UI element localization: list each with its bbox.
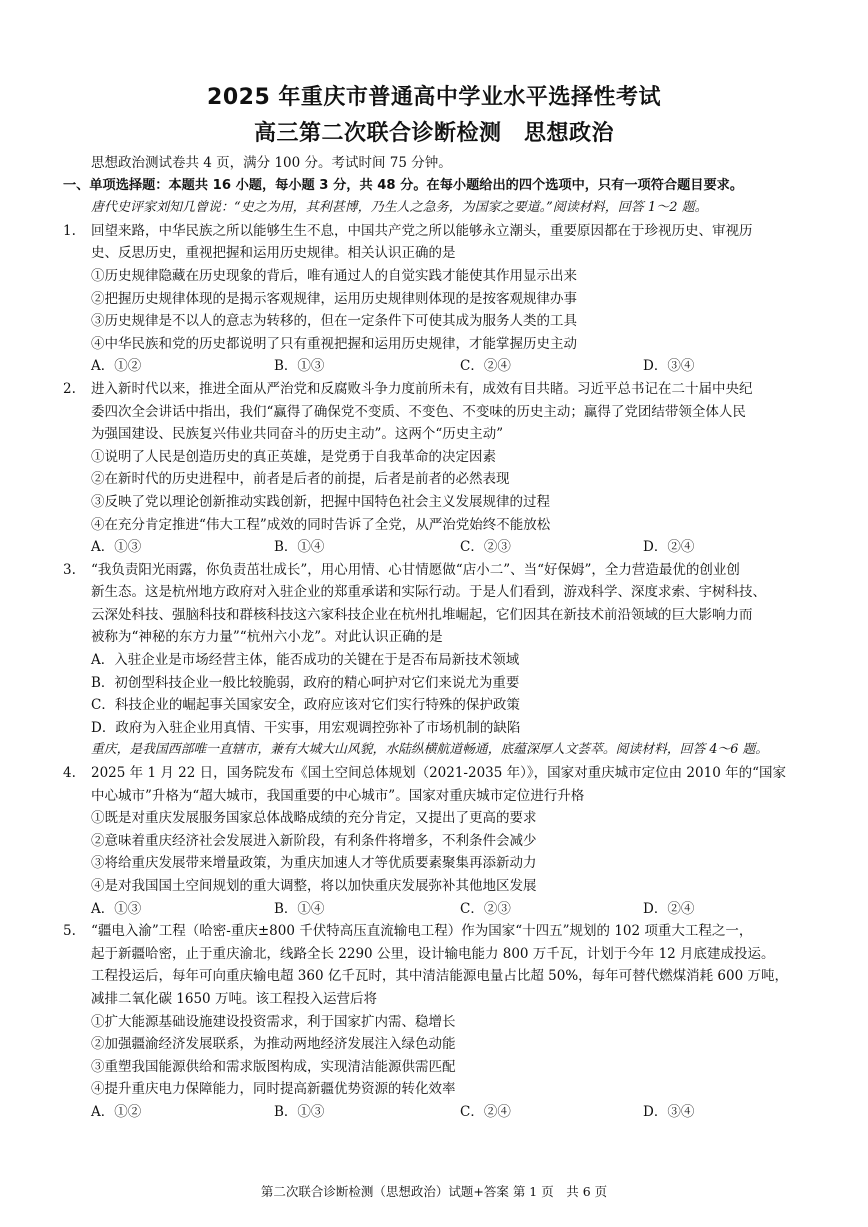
exam-title: 2025 年重庆市普通高中学业水平选择性考试 [207, 85, 661, 110]
question-stem-line [0, 920, 868, 943]
answer-choices [0, 1101, 868, 1124]
question-number: 1. [63, 222, 76, 239]
answer-choice: A．①③ [91, 900, 142, 917]
material-lead-2: 重庆，是我国西部唯一直辖市，兼有大城大山风貌，水陆纵横航道畅通，底蕴深厚人文荟萃。阅读材料，回答 4～6 题。 [91, 742, 769, 758]
question-stem-text: “我负责阳光雨露，你负责茁壮成长”，用心用情、心甘情愿做“店小二”、当“好保姆”，全力营造最优的创业创 [91, 561, 740, 578]
section-heading: 一、单项选择题：本题共 16 小题，每小题 3 分，共 48 分。在每小题给出的四个选项中，只有一项符合题目要求。 [63, 177, 744, 193]
question [0, 920, 868, 1123]
question-stem-line [0, 378, 868, 401]
statement-option: C．科技企业的崛起事关国家安全，政府应该对它们实行特殊的保护政策 [91, 697, 520, 714]
question-stem-line [0, 943, 868, 966]
answer-choice: A．①③ [91, 539, 142, 556]
statement-option: ④提升重庆电力保障能力，同时提高新疆优势资源的转化效率 [91, 1081, 456, 1098]
question-stem-text: 中心城市”升格为“超大城市，我国重要的中心城市”。国家对重庆城市定位进行升格 [91, 787, 585, 804]
statement-option: ②意味着重庆经济社会发展进入新阶段，有利条件将增多，不利条件会减少 [91, 832, 537, 849]
answer-choice: B．①④ [274, 900, 325, 917]
answer-choices [0, 355, 868, 378]
statement-option: ①既是对重庆发展服务国家总体战略成绩的充分肯定，又提出了更高的要求 [91, 810, 537, 827]
answer-choice: D．②④ [643, 900, 695, 917]
answer-choices [0, 898, 868, 921]
statement-option: ①扩大能源基础设施建设投资需求，利于国家扩内需、稳增长 [91, 1013, 456, 1030]
question-stem-text: 为强国建设、民族复兴伟业共同奋斗的历史主动”。这两个“历史主动” [91, 426, 504, 443]
question-stem-text: 起于新疆哈密，止于重庆渝北，线路全长 2290 公里，设计输电能力 800 万千瓦，计划于今年 12 月底建成投运。 [91, 945, 775, 962]
question-stem-text: 工程投运后，每年可向重庆输电超 360 亿千瓦时，其中清洁能源电量占比超 50%，每年可替代燃煤消耗 600 万吨， [91, 968, 788, 985]
statement-option: A．入驻企业是市场经营主体，能否成功的关键在于是否布局新技术领域 [91, 652, 520, 669]
question-stem-line [0, 559, 868, 582]
statement-option: ③重塑我国能源供给和需求版图构成，实现清洁能源供需匹配 [91, 1058, 456, 1075]
statement-option: B．初创型科技企业一般比较脆弱，政府的精心呵护对它们来说尤为重要 [91, 674, 520, 691]
exam-content [0, 152, 868, 1124]
statement-option: ①说明了人民是创造历史的真正英雄，是党勇于自我革命的决定因素 [91, 448, 496, 465]
statement-option: ④在充分肯定推进“伟大工程”成效的同时告诉了全党，从严治党始终不能放松 [91, 516, 551, 533]
question-stem-text: 进入新时代以来，推进全面从严治党和反腐败斗争力度前所未有，成效有目共睹。习近平总书记在二十届中央纪 [91, 380, 753, 397]
question-stem-text: 减排二氧化碳 1650 万吨。该工程投入运营后将 [91, 990, 377, 1007]
question-stem-line [0, 401, 868, 424]
question-stem-line [0, 965, 868, 988]
question-number: 4. [63, 765, 76, 782]
statement-option: D．政府为入驻企业用真情、干实事，用宏观调控弥补了市场机制的缺陷 [91, 719, 521, 736]
question-number: 3. [63, 561, 76, 578]
question-stem-text: “疆电入渝”工程（哈密-重庆±800 千伏特高压直流输电工程）作为国家“十四五”规划的 102 项重大工程之一， [91, 923, 753, 940]
question-group-1 [0, 220, 868, 740]
question-stem-text: 被称为“神秘的东方力量”“杭州六小龙”。对此认识正确的是 [91, 629, 443, 646]
statement-option: ②加强疆渝经济发展联系，为推动两地经济发展注入绿色动能 [91, 1036, 456, 1053]
question [0, 378, 868, 559]
answer-choice: B．①③ [274, 358, 325, 375]
material-lead: 唐代史评家刘知几曾说：“史之为用，其利甚博，乃生人之急务，为国家之要道。”阅读材料，回答 1～2 题。 [91, 200, 708, 216]
question-stem-line [0, 785, 868, 808]
question-group-2 [0, 762, 868, 1124]
answer-choice: B．①③ [274, 1103, 325, 1120]
question [0, 220, 868, 378]
statement-option: ②在新时代的历史进程中，前者是后者的前提，后者是前者的必然表现 [91, 471, 510, 488]
statement-option: ③反映了党以理论创新推动实践创新，把握中国特色社会主义发展规律的过程 [91, 493, 550, 510]
page-footer: 第二次联合诊断检测（思想政治）试题+答案 第 1 页 共 6 页 [260, 1184, 608, 1199]
question [0, 762, 868, 920]
statement-option: ④是对我国国土空间规划的重大调整，将以加快重庆发展弥补其他地区发展 [91, 878, 537, 894]
statement-option: ③将给重庆发展带来增量政策，为重庆加速人才等优质要素聚集再添新动力 [91, 855, 537, 872]
answer-choice: C．②③ [460, 900, 511, 917]
answer-choice: A．①② [91, 1103, 142, 1120]
answer-choice: D．③④ [643, 358, 695, 375]
answer-choices [0, 536, 868, 559]
answer-choice: A．①② [91, 358, 142, 375]
question-stem-text: 新生态。这是杭州地方政府对入驻企业的郑重承诺和实际行动。于是人们看到，游戏科学、深度求索、宇树科技、 [91, 584, 766, 601]
answer-choice: C．②③ [460, 539, 511, 556]
question-number: 5. [63, 923, 76, 940]
question-number: 2. [63, 380, 76, 397]
answer-choice: D．②④ [643, 539, 695, 556]
statement-option: ④中华民族和党的历史都说明了只有重视把握和运用历史规律，才能掌握历史主动 [91, 335, 577, 352]
question-stem-line [0, 423, 868, 446]
exam-subtitle: 高三第二次联合诊断检测 思想政治 [253, 121, 614, 146]
statement-option: ③历史规律是不以人的意志为转移的，但在一定条件下可使其成为服务人类的工具 [91, 313, 577, 330]
question-stem-line [0, 242, 868, 265]
question-stem-text: 回望来路，中华民族之所以能够生生不息，中国共产党之所以能够永立潮头，重要原因都在于珍视历史、审视历 [91, 222, 753, 239]
question-stem-line [0, 581, 868, 604]
question-stem-line [0, 988, 868, 1011]
question-stem-text: 史、反思历史，重视把握和运用历史规律。相关认识正确的是 [91, 245, 456, 262]
question-stem-text: 2025 年 1 月 22 日，国务院发布《国土空间总体规划（2021-2035 年）》，国家对重庆城市定位由 2010 年的“国家 [91, 765, 786, 782]
exam-info: 思想政治测试卷共 4 页，满分 100 分。考试时间 75 分钟。 [91, 155, 452, 171]
answer-choice: D．③④ [643, 1103, 695, 1120]
statement-option: ①历史规律隐藏在历史现象的背后，唯有通过人的自觉实践才能使其作用显示出来 [91, 267, 577, 284]
answer-choice: C．②④ [460, 358, 511, 375]
answer-choice: B．①④ [274, 539, 325, 556]
question-stem-line [0, 220, 868, 243]
question [0, 559, 868, 740]
answer-choice: C．②④ [460, 1103, 511, 1120]
question-stem-line [0, 626, 868, 649]
question-stem-text: 委四次全会讲话中指出，我们“赢得了确保党不变质、不变色、不变味的历史主动；赢得了党团结带领全体人民 [91, 403, 746, 420]
statement-option: ②把握历史规律体现的是揭示客观规律，运用历史规律则体现的是按客观规律办事 [91, 290, 577, 307]
question-stem-text: 云深处科技、强脑科技和群核科技这六家科技企业在杭州扎堆崛起，它们因其在新技术前沿领域的巨大影响力而 [91, 606, 753, 623]
question-stem-line [0, 762, 868, 785]
question-stem-line [0, 604, 868, 627]
